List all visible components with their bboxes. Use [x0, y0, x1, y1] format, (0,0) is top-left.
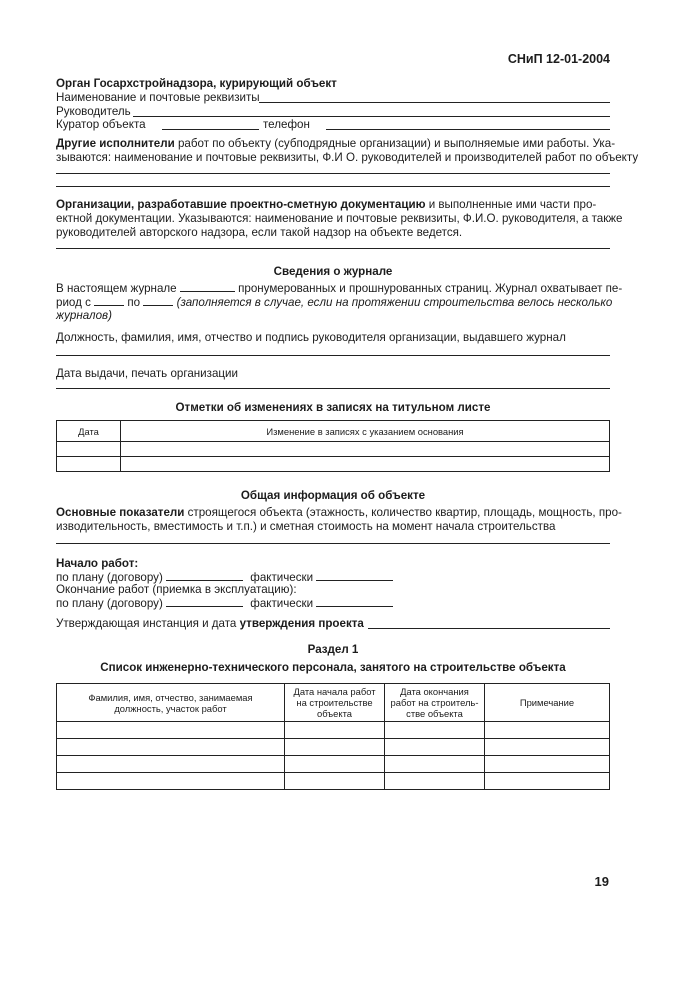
start-plan-field[interactable]: [166, 570, 243, 581]
supervision-title: Орган Госархстройнадзора, курирующий объект: [56, 77, 337, 90]
designers-paragraph: Организации, разработавшие проектно-сметную документацию и выполненные ими части про- ектной документации. Указываются: наименование и почтовые реквизиты, Ф.И.О. руководителя, а также руководителей авторского надзора, если такой надзор на объекте ведется.: [56, 198, 623, 240]
supervision-head-label: Руководитель: [56, 105, 131, 118]
journal-to-field[interactable]: [143, 295, 173, 306]
end-row: по плану (договору) фактически: [56, 596, 393, 611]
changes-cell[interactable]: [121, 457, 610, 472]
end-plan-field[interactable]: [166, 596, 243, 607]
supervision-name-label: Наименование и почтовые реквизиты: [56, 91, 260, 104]
staff-cell[interactable]: [285, 722, 385, 739]
section-subtitle: Список инженерно-технического персонала, занятого на строительстве объекта: [100, 661, 566, 674]
contractors-bold: Другие исполнители: [56, 137, 175, 150]
journal-line-2: риод с по (заполняется в случае, если на протяжении строительства велось несколько: [56, 296, 613, 309]
designers-line[interactable]: [56, 248, 610, 249]
staff-header-row: [57, 684, 610, 722]
journal-signature-line[interactable]: [56, 355, 610, 356]
supervision-name-field[interactable]: [259, 102, 610, 103]
staff-cell[interactable]: [485, 739, 610, 756]
supervision-curator-field[interactable]: [162, 129, 259, 130]
journal-issue-label: Дата выдачи, печать организации: [56, 367, 239, 380]
approval-field[interactable]: [368, 628, 610, 629]
staff-table: [56, 683, 610, 790]
journal-title: Сведения о журнале: [273, 265, 393, 278]
staff-cell[interactable]: [385, 739, 485, 756]
contractors-line-1[interactable]: [56, 173, 610, 174]
general-line[interactable]: [56, 543, 610, 544]
staff-cell[interactable]: [385, 756, 485, 773]
staff-header-note: Примечание: [485, 684, 610, 722]
end-fact-field[interactable]: [316, 596, 393, 607]
changes-cell[interactable]: [121, 442, 610, 457]
supervision-curator-label: Куратор объекта: [56, 118, 146, 131]
staff-cell[interactable]: [57, 773, 285, 790]
contractors-line-2[interactable]: [56, 186, 610, 187]
journal-line-1: В настоящем журнале пронумерованных и прошнурованных страниц. Журнал охватывает пе-: [56, 282, 623, 295]
designers-bold: Организации, разработавшие проектно-сметную документацию: [56, 198, 426, 211]
staff-header-start: Дата начала работ на строительстве объекта: [285, 684, 385, 722]
staff-cell[interactable]: [485, 722, 610, 739]
changes-table: [56, 420, 610, 472]
staff-header-name: Фамилия, имя, отчество, занимаемая должность, участок работ: [57, 684, 285, 722]
changes-cell[interactable]: [57, 442, 121, 457]
table-row: [57, 756, 610, 773]
changes-header-row: [57, 421, 610, 442]
table-row: [57, 457, 610, 472]
journal-signature-label: Должность, фамилия, имя, отчество и подпись руководителя организации, выдавшего журнал: [56, 331, 566, 344]
staff-header-end: Дата окончания работ на строитель- стве объекта: [385, 684, 485, 722]
staff-cell[interactable]: [57, 756, 285, 773]
staff-cell[interactable]: [385, 722, 485, 739]
supervision-phone-label: телефон: [263, 118, 310, 131]
general-paragraph: Основные показатели строящегося объекта (этажность, количество квартир, площадь, мощность, про- изводительность, вместимость и т.п.) и сметная стоимость на момент начала строительства: [56, 506, 622, 534]
changes-header-date: Дата: [57, 421, 121, 442]
page-number: 19: [594, 874, 609, 889]
staff-cell[interactable]: [385, 773, 485, 790]
staff-cell[interactable]: [285, 756, 385, 773]
start-title: Начало работ:: [56, 557, 139, 570]
journal-from-field[interactable]: [94, 295, 124, 306]
changes-title: Отметки об изменениях в записях на титульном листе: [175, 401, 491, 414]
staff-cell[interactable]: [485, 773, 610, 790]
table-row: [57, 773, 610, 790]
general-bold: Основные показатели: [56, 506, 185, 519]
general-title: Общая информация об объекте: [240, 489, 426, 502]
contractors-paragraph: Другие исполнители работ по объекту (субподрядные организации) и выполняемые ими работы. Ука- зываются: наименование и почтовые реквизиты, Ф.И О. руководителей и производителей работ по объекту: [56, 137, 639, 165]
staff-cell[interactable]: [485, 756, 610, 773]
table-row: [57, 722, 610, 739]
journal-pages-field[interactable]: [180, 281, 235, 292]
supervision-phone-field[interactable]: [326, 129, 610, 130]
section-title: Раздел 1: [307, 643, 359, 656]
table-row: [57, 442, 610, 457]
start-fact-field[interactable]: [316, 570, 393, 581]
staff-cell[interactable]: [57, 739, 285, 756]
end-label: Окончание работ (приемка в эксплуатацию):: [56, 583, 297, 596]
changes-header-change: Изменение в записях с указанием основания: [121, 421, 610, 442]
staff-cell[interactable]: [57, 722, 285, 739]
approval-label: Утверждающая инстанция и дата утверждения проекта: [56, 617, 364, 630]
journal-line-3: журналов): [56, 309, 112, 322]
staff-cell[interactable]: [285, 773, 385, 790]
table-row: [57, 739, 610, 756]
changes-cell[interactable]: [57, 457, 121, 472]
document-code: СНиП 12-01-2004: [507, 52, 610, 66]
start-row: по плану (договору) фактически: [56, 570, 393, 585]
journal-issue-line[interactable]: [56, 388, 610, 389]
supervision-head-field[interactable]: [133, 116, 610, 117]
staff-cell[interactable]: [285, 739, 385, 756]
